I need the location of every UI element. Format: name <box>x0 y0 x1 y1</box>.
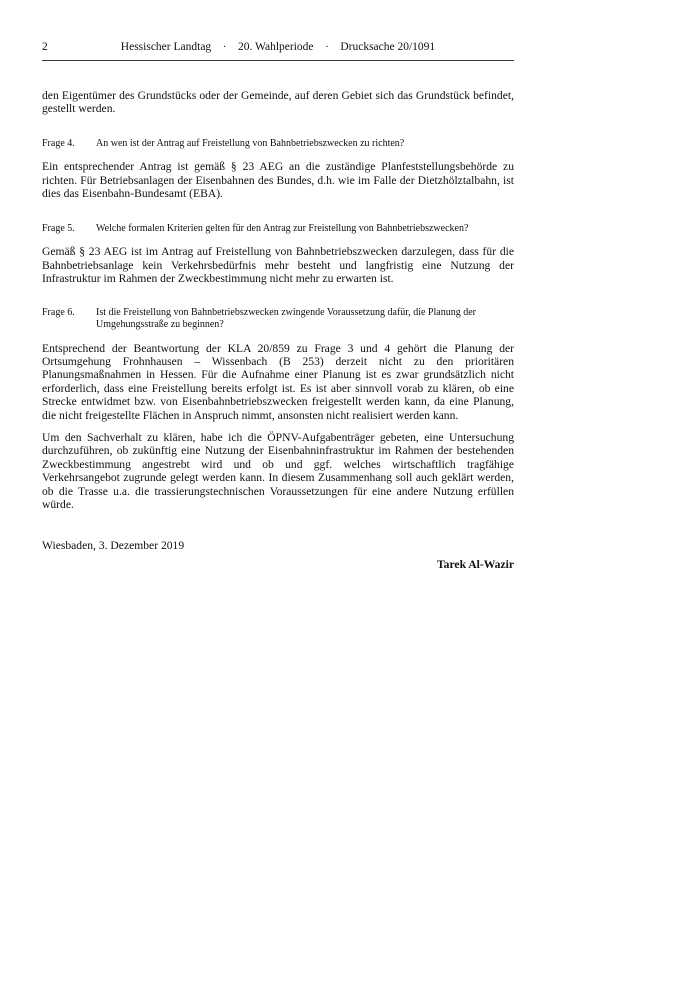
question-6 <box>42 307 514 330</box>
signature-name: Tarek Al-Wazir <box>437 557 514 571</box>
question-4-text: An wen ist der Antrag auf Freistellung von Bahnbetriebszwecken zu richten? <box>96 137 405 149</box>
answer-5-paragraph: Gemäß § 23 AEG ist im Antrag auf Freistellung von Bahnbetriebszwecken darzulegen, dass für die Bahnbetriebsanlage kein Verkehrsbedürfnis mehr besteht und langfristig eine Nutzung der Infrastruktur im Rahmen der Zweckbestimmung nicht mehr zu erwarten ist. <box>42 245 514 286</box>
page-number: 2 <box>42 41 48 53</box>
date-line: Wiesbaden, 3. Dezember 2019 <box>42 538 185 552</box>
question-6-label: Frage 6. <box>42 307 75 319</box>
question-6-text: Ist die Freistellung von Bahnbetriebszwecken zwingende Voraussetzung dafür, die Planung der Umgehungsstraße zu beginnen? <box>96 307 476 331</box>
answer-6-paragraph-2: Um den Sachverhalt zu klären, habe ich die ÖPNV-Aufgabenträger gebeten, eine Untersuchung durchzuführen, ob zukünftig eine Nutzung der Eisenbahninfrastruktur im Rahmen der bestehenden Zweckbestimmung angestrebt wird und ob und ggf. welches wirtschaftlich tragfähige Verkehrsangebot zugrunde gelegt werden kann. In diesem Zusammenhang soll auch geklärt werden, ob die Trasse u.a. die trassierungstechnischen Voraussetzungen für eine andere Nutzung erfüllen würde. <box>42 431 514 512</box>
intro-paragraph: den Eigentümer des Grundstücks oder der Gemeinde, auf deren Gebiet sich das Grundstück befindet, gestellt werden. <box>42 89 514 116</box>
question-5-text: Welche formalen Kriterien gelten für den Antrag zur Freistellung von Bahnbetriebszwecken? <box>96 222 469 234</box>
question-4 <box>42 138 514 150</box>
header-title: Hessischer Landtag · 20. Wahlperiode · Drucksache 20/1091 <box>120 41 436 53</box>
question-5 <box>42 223 514 235</box>
answer-6-paragraph-1: Entsprechend der Beantwortung der KLA 20/859 zu Frage 3 und 4 gehört die Planung der Ortsumgehung Frohnhausen – Wissenbach (B 253) derzeit nicht zu den prioritären Planungsmaßnahmen in Hessen. Für die Aufnahme einer Planung ist es zwar grundsätzlich nicht erforderlich, dass eine Freistellung bereits erfolgt ist. Es ist aber sinnvoll vorab zu klären, ob eine Strecke entwidmet bzw. von Eisenbahnbetriebszwecken freigestellt werden kann, da eine Planung, die nicht freigestellte Flächen in Anspruch nimmt, ansonsten nicht realisiert werden kann. <box>42 341 514 422</box>
question-4-label: Frage 4. <box>42 137 75 149</box>
answer-4-paragraph: Ein entsprechender Antrag ist gemäß § 23 AEG an die zuständige Planfeststellungsbehörde zu richten. Für Betriebsanlagen der Eisenbahnen des Bundes, d.h. wie im Falle der Dietzhölztalbahn, ist dies das Eisenbahn-Bundesamt (EBA). <box>42 160 514 201</box>
question-5-label: Frage 5. <box>42 222 75 234</box>
document-body <box>42 58 514 571</box>
